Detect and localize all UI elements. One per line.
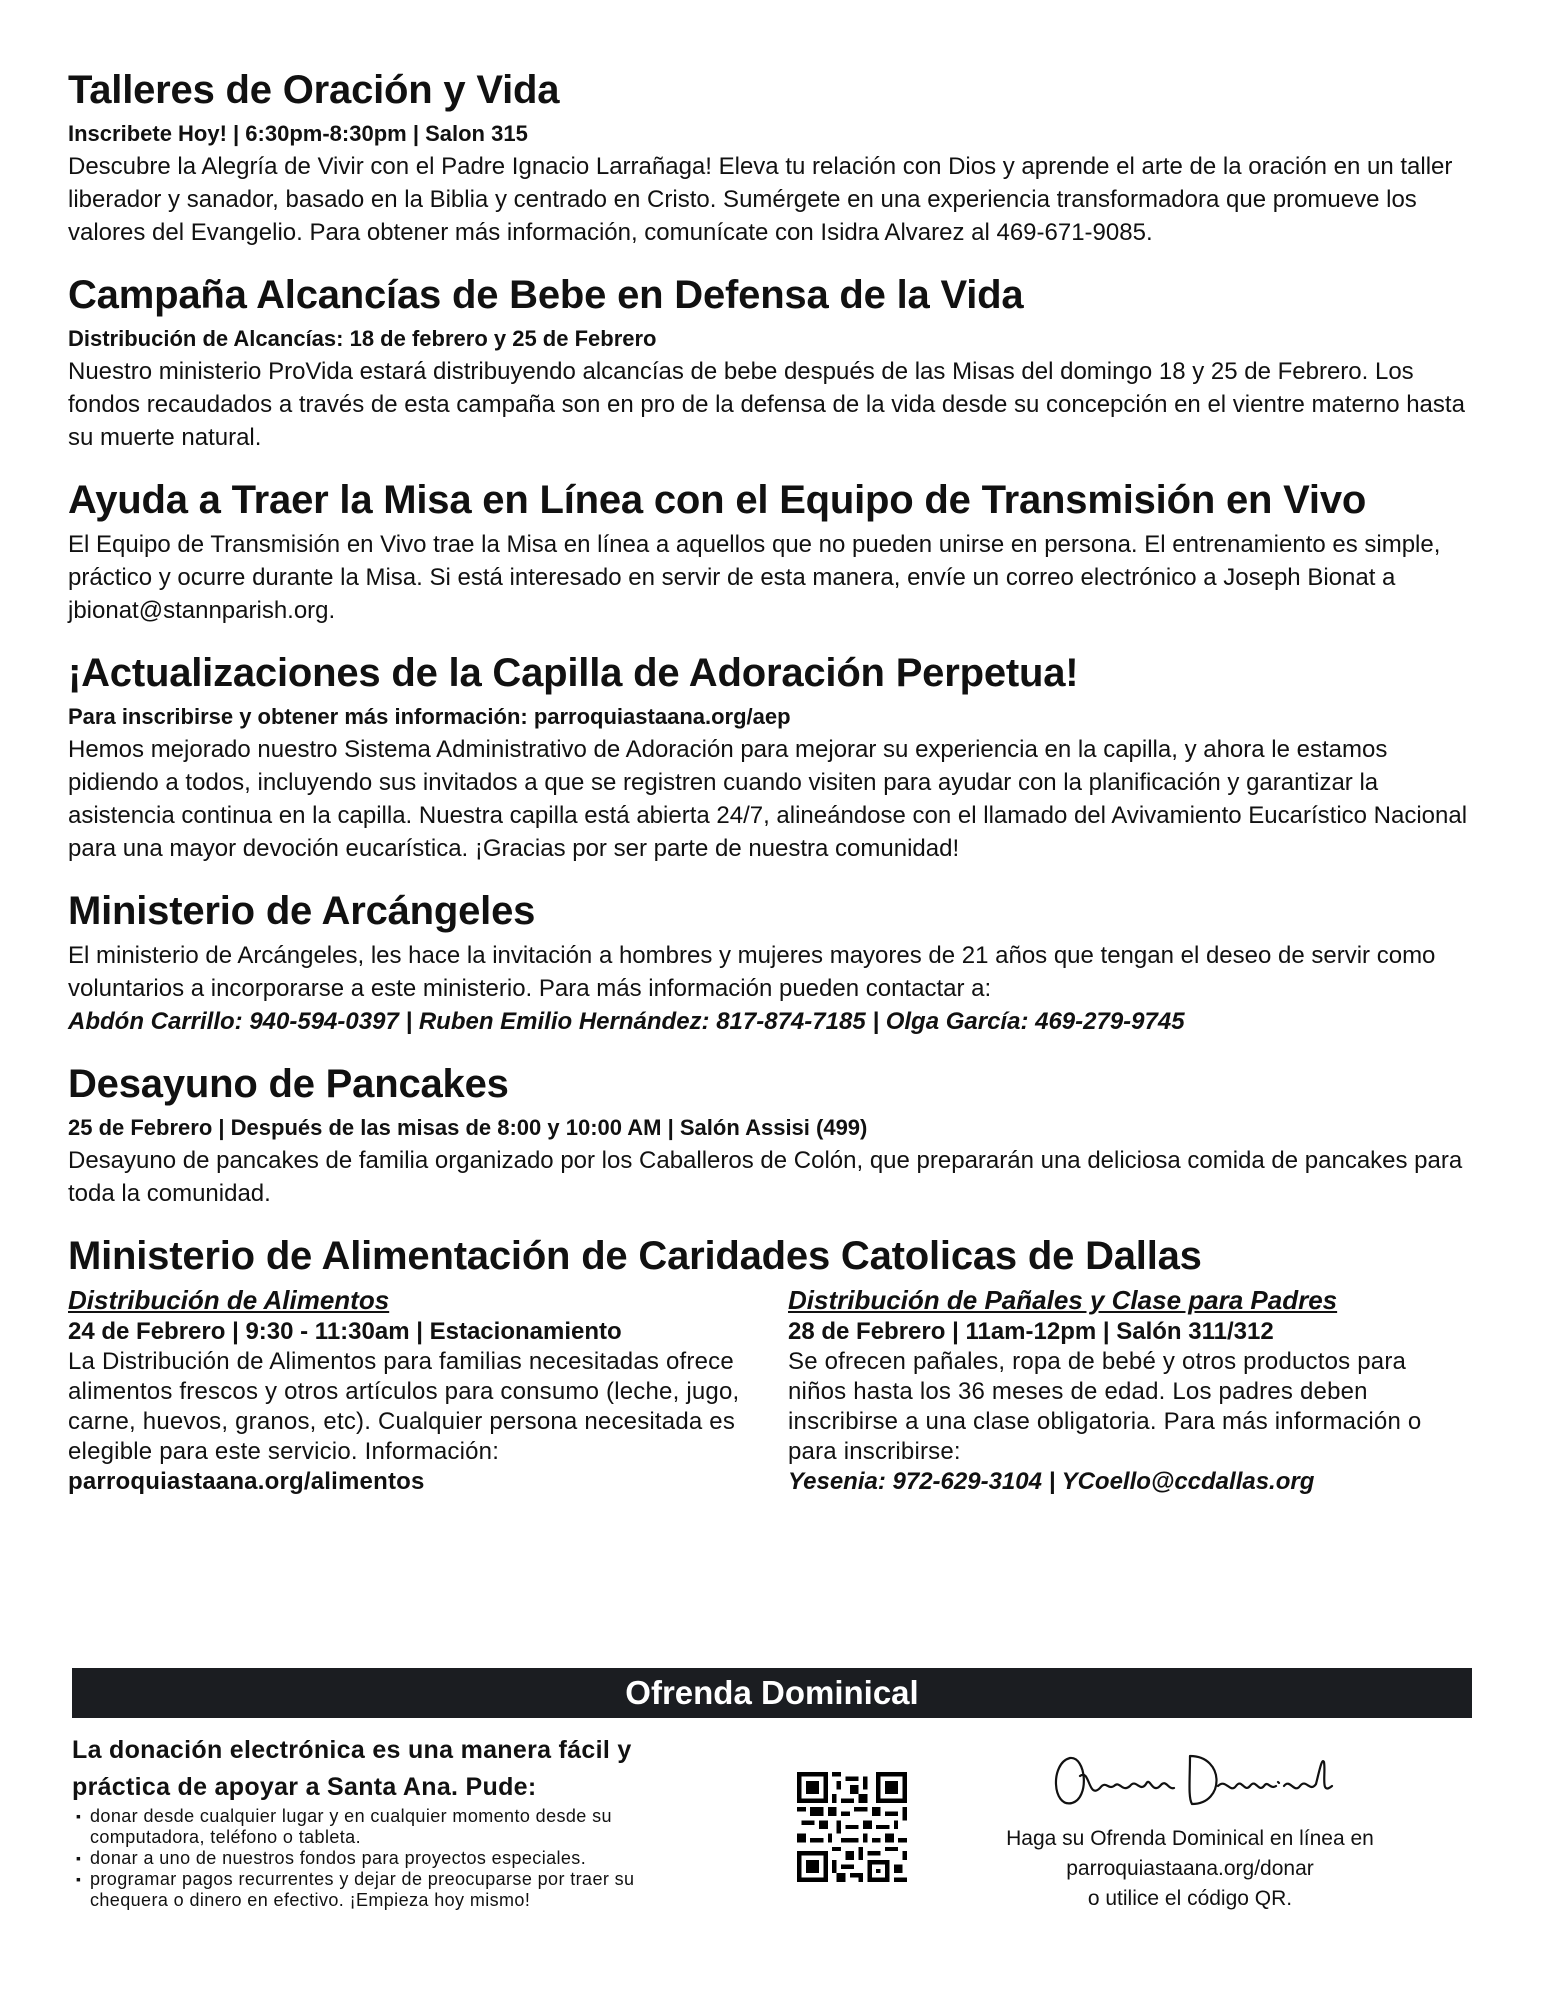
ofrenda-info bbox=[72, 1732, 712, 1911]
list-item-text: donar a uno de nuestros fondos para proyectos especiales. bbox=[90, 1848, 587, 1868]
section-title: ¡Actualizaciones de la Capilla de Adoración Perpetua! bbox=[68, 651, 1079, 695]
column-subtitle: 24 de Febrero | 9:30 - 11:30am | Estacionamiento bbox=[68, 1318, 622, 1345]
section-alcancias bbox=[68, 271, 1478, 454]
list-item-text: donar desde cualquier lugar y en cualquier momento desde su computadora, teléfono o tableta. bbox=[90, 1806, 612, 1847]
section-talleres bbox=[68, 66, 1478, 249]
column-heading: Distribución de Pañales y Clase para Padres bbox=[788, 1285, 1338, 1315]
ofrenda-banner: Ofrenda Dominical bbox=[72, 1668, 1472, 1718]
section-transmision bbox=[68, 476, 1478, 627]
section-subtitle: Distribución de Alcancías: 18 de febrero y 25 de Febrero bbox=[68, 326, 657, 351]
list-item bbox=[72, 1848, 712, 1869]
donar-link[interactable]: parroquiastaana.org/donar bbox=[1066, 1857, 1314, 1880]
section-body: Hemos mejorado nuestro Sistema Administrativo de Adoración para mejorar su experiencia en la capilla, y ahora le estamos pidiendo a todos, incluyendo sus invitados a que se registren cuando visiten para ayudar con la planificación y garantizar la asistencia continua en la capilla. Nuestra capilla está abierta 24/7, alineándose con el llamado del Avivamiento Eucarístico Nacional para una mayor devoción eucarística. ¡Gracias por ser parte de nuestra comunidad! bbox=[68, 736, 1468, 862]
section-body: Descubre la Alegría de Vivir con el Padre Ignacio Larrañaga! Eleva tu relación con Dios y aprende el arte de la oración en un taller liberador y sanador, basado en la Biblia y centrado en Cristo. Sumérgete en una experiencia transformadora que promueve los valores del Evangelio. Para obtener más información, comunícate con Isidra Alvarez al 469-671-9085. bbox=[68, 153, 1453, 246]
column-body bbox=[68, 1347, 748, 1497]
bullet-icon: ▪ bbox=[76, 1850, 82, 1866]
ofrenda-online bbox=[980, 1738, 1400, 1914]
ofrenda-line: o utilice el código QR. bbox=[1087, 1887, 1293, 1910]
ofrenda-bullet-list bbox=[72, 1806, 712, 1911]
section-contacts: Abdón Carrillo: 940-594-0397 | Ruben Emilio Hernández: 817-874-7185 | Olga García: 469-279-9745 bbox=[68, 1008, 1185, 1035]
list-item bbox=[72, 1806, 712, 1848]
section-body: Desayuno de pancakes de familia organizado por los Caballeros de Colón, que prepararán una deliciosa comida de pancakes para toda la comunidad. bbox=[68, 1147, 1463, 1207]
bulletin-page bbox=[68, 66, 1478, 1519]
list-item bbox=[72, 1869, 712, 1911]
signature-logo bbox=[1040, 1738, 1340, 1818]
column-subtitle: 28 de Febrero | 11am-12pm | Salón 311/312 bbox=[788, 1318, 1274, 1345]
section-title: Talleres de Oración y Vida bbox=[68, 68, 560, 112]
section-title: Desayuno de Pancakes bbox=[68, 1062, 509, 1106]
section-adoracion bbox=[68, 649, 1478, 865]
list-item-text: programar pagos recurrentes y dejar de preocuparse por traer su chequera o dinero en efectivo. ¡Empieza hoy mismo! bbox=[90, 1869, 635, 1910]
section-title: Ministerio de Arcángeles bbox=[68, 889, 536, 933]
section-caridades bbox=[68, 1232, 1478, 1497]
ofrenda-line: Haga su Ofrenda Dominical en línea en bbox=[1006, 1827, 1374, 1850]
ofrenda-lead: La donación electrónica es una manera fácil y práctica de apoyar a Santa Ana. Pude: bbox=[72, 1736, 632, 1801]
alimentos-link[interactable]: parroquiastaana.org/alimentos bbox=[68, 1468, 425, 1495]
column-alimentos bbox=[68, 1284, 748, 1497]
column-contacts: Yesenia: 972-629-3104 | YCoello@ccdallas.org bbox=[788, 1468, 1315, 1495]
column-heading: Distribución de Alimentos bbox=[68, 1285, 390, 1315]
section-body: Nuestro ministerio ProVida estará distribuyendo alcancías de bebe después de las Misas del domingo 18 y 25 de Febrero. Los fondos recaudados a través de esta campaña son en pro de la defensa de la vida desde su concepción en el vientre materno hasta su muerte natural. bbox=[68, 358, 1465, 451]
column-body: Se ofrecen pañales, ropa de bebé y otros productos para niños hasta los 36 meses de edad. Los padres deben inscribirse a una clase obligatoria. Para más información o para inscribirse: bbox=[788, 1348, 1422, 1465]
section-subtitle: 25 de Febrero | Después de las misas de 8:00 y 10:00 AM | Salón Assisi (499) bbox=[68, 1115, 868, 1140]
bullet-icon: ▪ bbox=[76, 1808, 82, 1824]
section-subtitle: Inscribete Hoy! | 6:30pm-8:30pm | Salon 315 bbox=[68, 121, 528, 146]
section-body: El ministerio de Arcángeles, les hace la invitación a hombres y mujeres mayores de 21 años que tengan el deseo de servir como voluntarios a incorporarse a este ministerio. Para más información pueden contactar a: bbox=[68, 942, 1436, 1002]
section-subtitle: Para inscribirse y obtener más información: parroquiastaana.org/aep bbox=[68, 704, 791, 729]
column-panales bbox=[788, 1284, 1468, 1497]
section-title: Campaña Alcancías de Bebe en Defensa de la Vida bbox=[68, 273, 1024, 317]
section-title: Ayuda a Traer la Misa en Línea con el Equipo de Transmisión en Vivo bbox=[68, 478, 1367, 522]
bullet-icon: ▪ bbox=[76, 1871, 82, 1887]
section-pancakes bbox=[68, 1060, 1478, 1210]
section-arcangeles bbox=[68, 887, 1478, 1038]
qr-code-icon[interactable] bbox=[797, 1772, 907, 1882]
section-body: El Equipo de Transmisión en Vivo trae la Misa en línea a aquellos que no pueden unirse en persona. El entrenamiento es simple, práctico y ocurre durante la Misa. Si está interesado en servir de esta manera, envíe un correo electrónico a Joseph Bionat a jbionat@stannparish.org. bbox=[68, 531, 1441, 624]
section-title: Ministerio de Alimentación de Caridades Catolicas de Dallas bbox=[68, 1234, 1202, 1278]
column-body-text: La Distribución de Alimentos para familias necesitadas ofrece alimentos frescos y otros artículos para consumo (leche, jugo, carne, huevos, granos, etc). Cualquier persona necesitada es elegible para este servicio. Información: bbox=[68, 1348, 740, 1465]
caridades-columns bbox=[68, 1284, 1478, 1497]
